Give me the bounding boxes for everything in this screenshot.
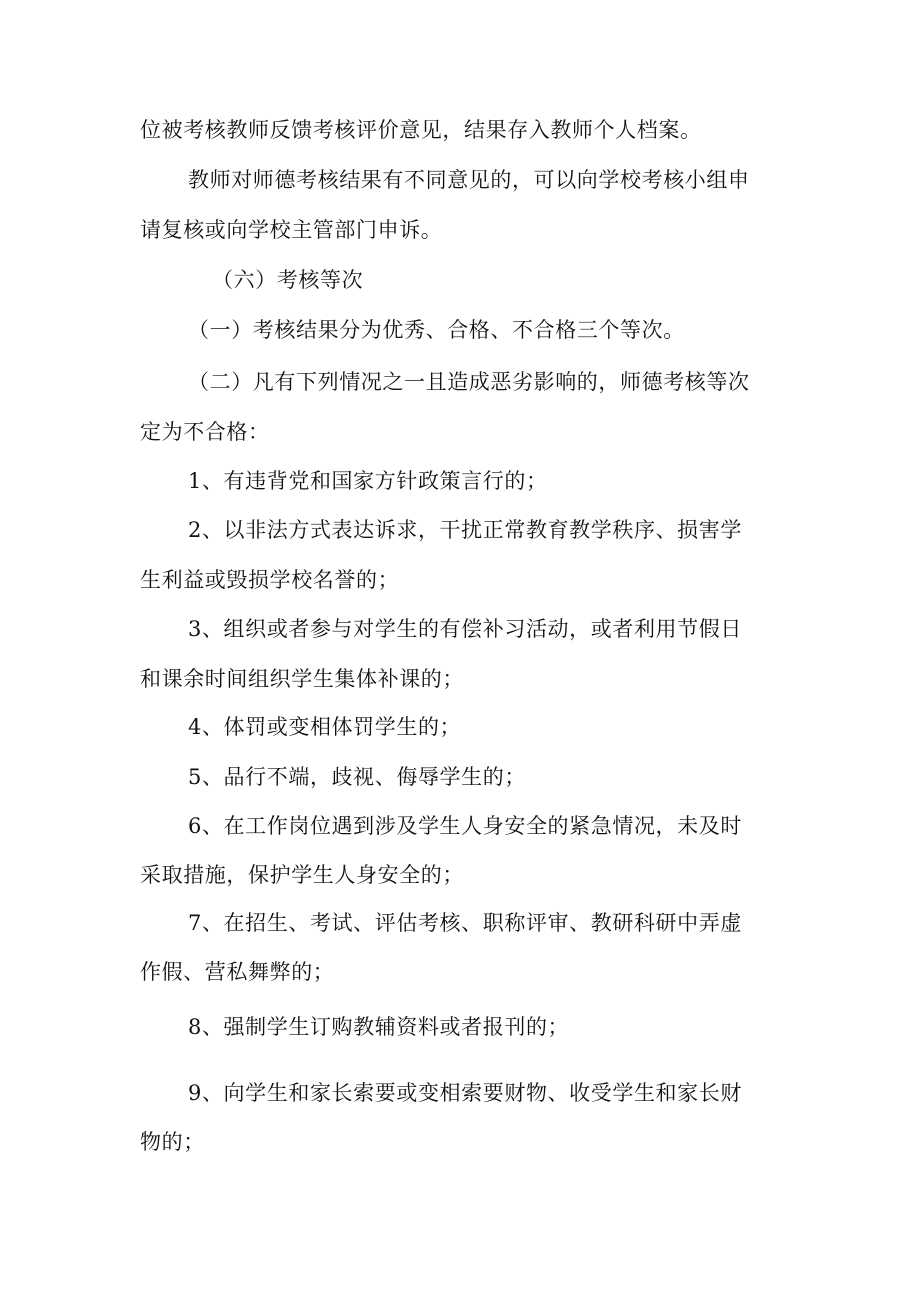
text-line: （一）考核结果分为优秀、合格、不合格三个等次。 <box>188 318 685 342</box>
text-line: 物的； <box>140 1130 205 1154</box>
text-line: 采取措施，保护学生人身安全的； <box>140 863 464 887</box>
list-item: 8、强制学生订购教辅资料或者报刊的； <box>188 1015 570 1039</box>
section-heading: （六）考核等次 <box>212 268 364 292</box>
list-item: 1、有违背党和国家方针政策言行的； <box>188 469 548 493</box>
list-item: 6、在工作岗位遇到涉及学生人身安全的紧急情况，未及时 <box>188 814 742 838</box>
text-line: （二）凡有下列情况之一且造成恶劣影响的，师德考核等次 <box>188 370 750 394</box>
list-item: 2、以非法方式表达诉求，干扰正常教育教学秩序、损害学 <box>188 518 742 542</box>
text-line: 和课余时间组织学生集体补课的； <box>140 667 464 691</box>
text-line: 作假、营私舞弊的； <box>140 960 335 984</box>
text-line: 定为不合格： <box>140 420 270 444</box>
list-item: 4、体罚或变相体罚学生的； <box>188 715 462 739</box>
text-line: 请复核或向学校主管部门申诉。 <box>140 218 443 242</box>
text-line: 生利益或毁损学校名誉的； <box>140 568 400 592</box>
list-item: 3、组织或者参与对学生的有偿补习活动，或者利用节假日 <box>188 617 742 641</box>
list-item: 7、在招生、考试、评估考核、职称评审、教研科研中弄虚 <box>188 911 742 935</box>
text-line: 位被考核教师反馈考核评价意见，结果存入教师个人档案。 <box>140 118 702 142</box>
text-line: 教师对师德考核结果有不同意见的，可以向学校考核小组申 <box>188 168 750 192</box>
list-item: 5、品行不端，歧视、侮辱学生的； <box>188 765 526 789</box>
list-item: 9、向学生和家长索要或变相索要财物、收受学生和家长财 <box>188 1081 742 1105</box>
